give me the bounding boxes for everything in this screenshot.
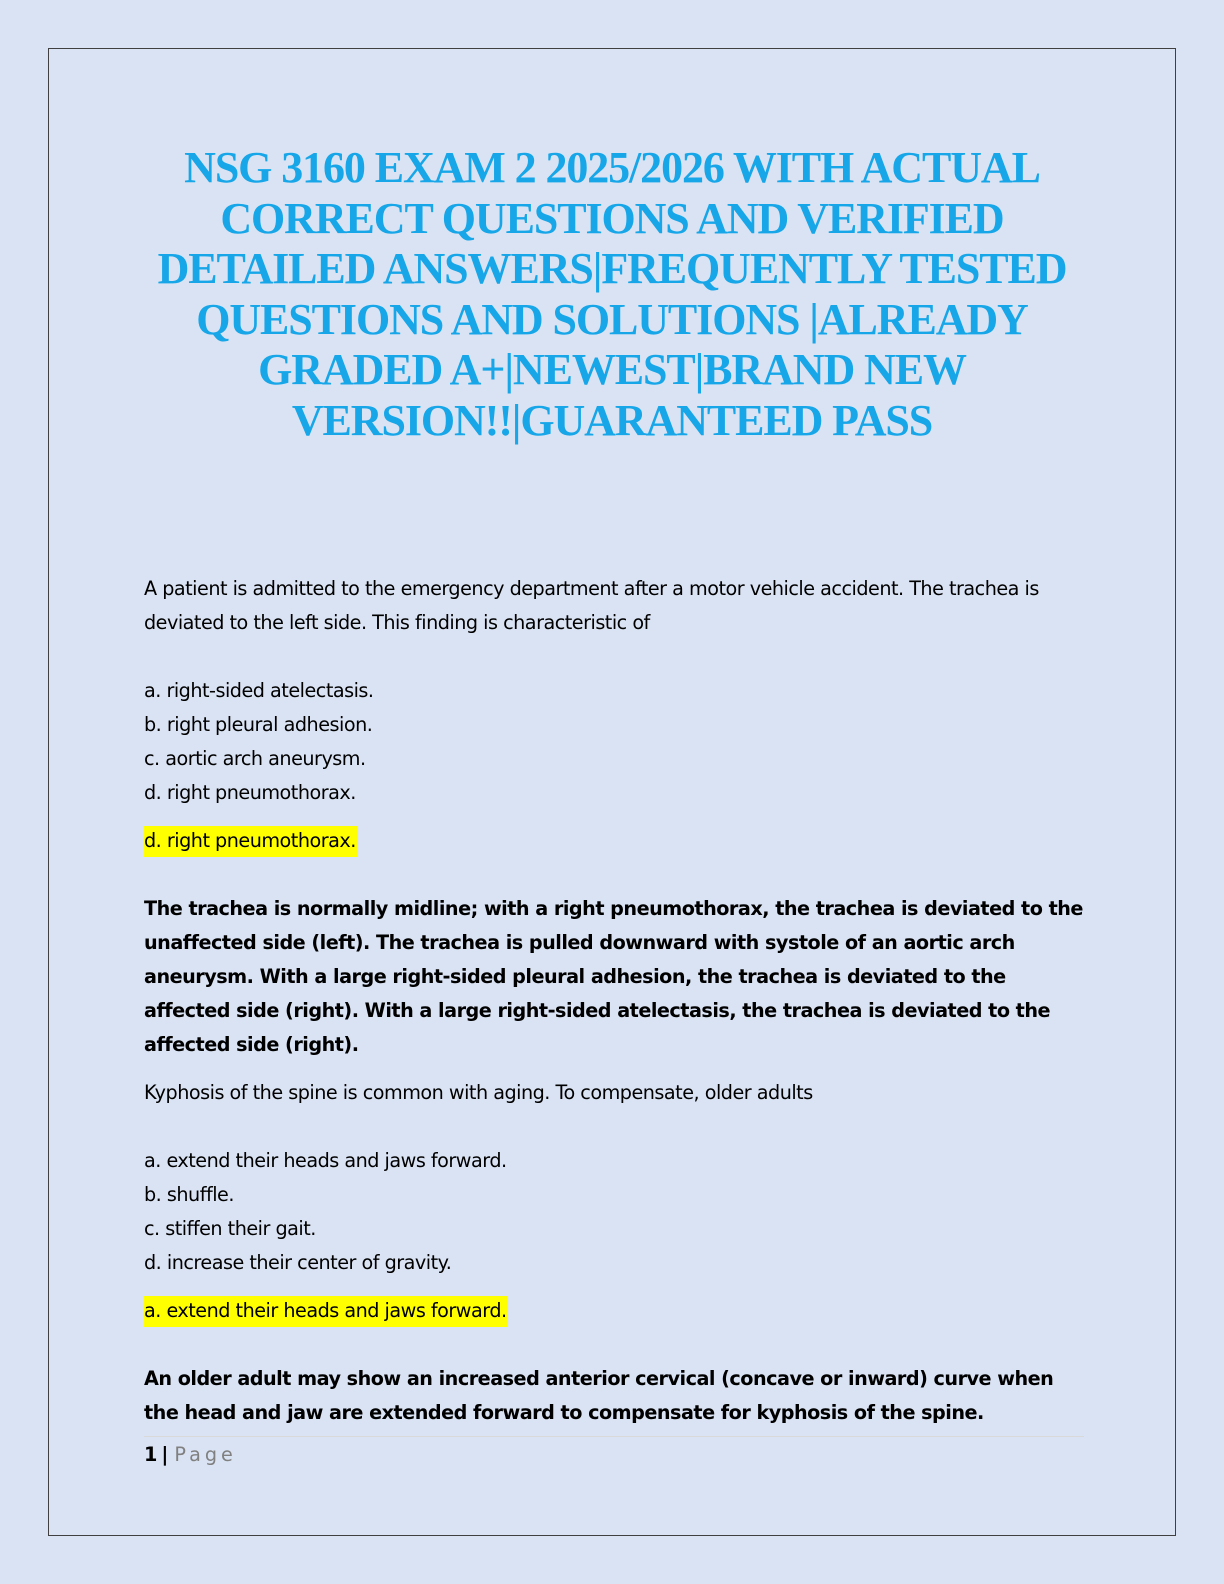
page-separator: |	[161, 1443, 169, 1466]
page-indicator	[144, 1441, 1084, 1469]
correct-answer-highlight: a. extend their heads and jaws forward.	[144, 1296, 508, 1327]
option-c: c. stiffen their gait.	[144, 1217, 316, 1240]
question-1	[144, 572, 1084, 1062]
answer-rationale: An older adult may show an increased anterior cervical (concave or inward) curve when the head and jaw are extended forward to compensate for kyphosis of the spine.	[144, 1367, 1054, 1424]
answer-options	[144, 1144, 1084, 1280]
footer-divider	[144, 1436, 1084, 1437]
option-a: a. right-sided atelectasis.	[144, 679, 374, 702]
option-b: b. shuffle.	[144, 1183, 234, 1206]
correct-answer-highlight: d. right pneumothorax.	[144, 826, 357, 857]
answer-options	[144, 674, 1084, 810]
document-title: NSG 3160 EXAM 2 2025/2026 WITH ACTUAL CORRECT QUESTIONS AND VERIFIED DETAILED ANSWERS|FREQUENTLY TESTED QUESTIONS AND SOLUTIONS |ALREADY GRADED A+|NEWEST|BRAND NEW VERSION!!|GUARANTEED PASS	[157, 143, 1067, 445]
page-footer	[144, 1436, 1084, 1469]
option-c: c. aortic arch aneurysm.	[144, 747, 366, 770]
question-stem: A patient is admitted to the emergency department after a motor vehicle accident. The trachea is deviated to the left side. This finding is characteristic of	[144, 577, 1039, 634]
correct-answer	[144, 824, 1084, 858]
option-a: a. extend their heads and jaws forward.	[144, 1149, 507, 1172]
option-d: d. increase their center of gravity.	[144, 1251, 452, 1274]
document-content	[144, 572, 1084, 1430]
page-label: Page	[174, 1443, 237, 1466]
question-2	[144, 1076, 1084, 1430]
question-stem: Kyphosis of the spine is common with aging. To compensate, older adults	[144, 1081, 813, 1104]
option-b: b. right pleural adhesion.	[144, 713, 373, 736]
answer-rationale: The trachea is normally midline; with a right pneumothorax, the trachea is deviated to the unaffected side (left). The trachea is pulled downward with systole of an aortic arch aneurysm. With a large right-sided pleural adhesion, the trachea is deviated to the affected side (right). With a large right-sided atelectasis, the trachea is deviated to the affected side (right).	[144, 897, 1083, 1056]
correct-answer	[144, 1294, 1084, 1328]
page-number: 1	[144, 1443, 158, 1466]
option-d: d. right pneumothorax.	[144, 781, 356, 804]
